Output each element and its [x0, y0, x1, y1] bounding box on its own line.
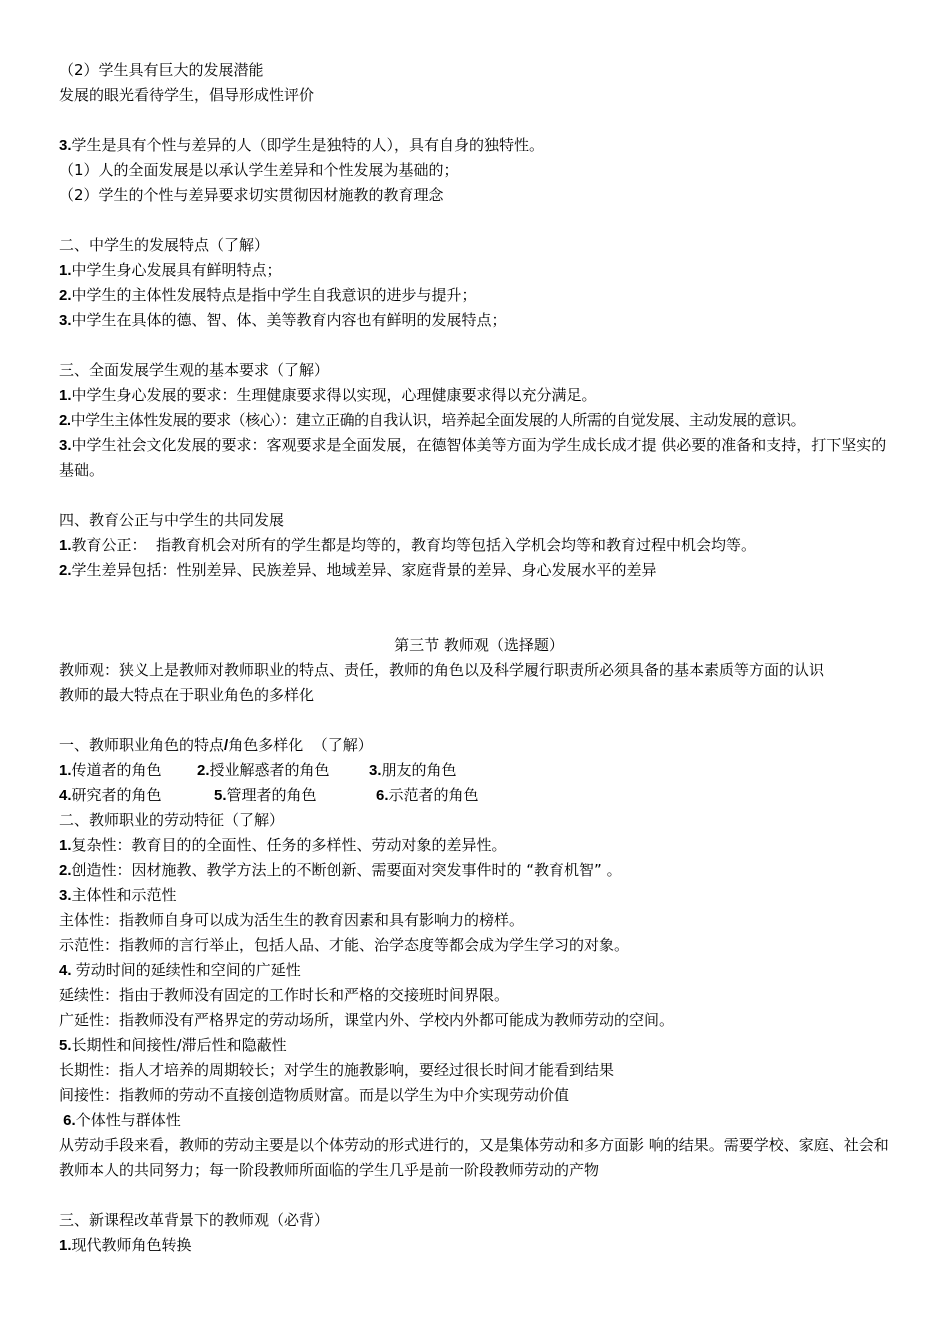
item-text: 管理者的角色 — [226, 786, 317, 804]
item-number: 4. — [59, 962, 76, 979]
item-number: 2. — [59, 287, 72, 304]
list-item — [59, 883, 899, 908]
item-number: 1. — [59, 762, 72, 779]
item-number: 2. — [197, 762, 210, 779]
item-text: 授业解惑者的角色 — [209, 761, 330, 779]
item-text: 中学生在具体的德、智、体、美等教育内容也有鲜明的发展特点； — [71, 311, 507, 329]
item-text: 学生是具有个性与差异的人（即学生是独特的人），具有自身的独特性。 — [71, 136, 545, 154]
item-number: 1. — [59, 537, 72, 554]
text-line: （1）人的全面发展是以承认学生差异和个性发展为基础的； — [59, 161, 459, 179]
item-number: 3. — [59, 887, 72, 904]
item-number: 1. — [59, 837, 72, 854]
text-line: 教师的最大特点在于职业角色的多样化 — [59, 686, 315, 704]
role-row — [59, 783, 899, 808]
item-number: 5. — [59, 1037, 72, 1054]
text-line: 主体性：指教师自身可以成为活生生的教育因素和具有影响力的榜样。 — [59, 911, 525, 929]
list-item — [59, 1033, 899, 1058]
item-text: 创造性：因材施教、教学方法上的不断创新、需要面对突发事件时的 “教育机智” 。 — [71, 861, 622, 879]
text-line: （2）学生的个性与差异要求切实贯彻因材施教的教育理念 — [59, 186, 444, 204]
text-line: （2）学生具有巨大的发展潜能 — [59, 61, 264, 79]
section-title: 第三节 教师观（选择题） — [394, 636, 564, 654]
list-item — [59, 958, 899, 983]
text-line: 发展的眼光看待学生，倡导形成性评价 — [59, 86, 315, 104]
list-item — [59, 308, 899, 333]
list-item — [59, 533, 899, 558]
item-text: 教育公正： 指教育机会对所有的学生都是均等的，教育均等包括入学机会均等和教育过程中机会均等。 — [71, 536, 757, 554]
role-row — [59, 758, 899, 783]
text-line: 教师观：狭义上是教师对教师职业的特点、责任，教师的角色以及科学履行职责所必须具备的基本素质等方面的认识 — [59, 661, 825, 679]
item-text: 中学生社会文化发展的要求：客观要求是全面发展，在德智体美等方面为学生成长成才提 供必要的准备和支持，打下坚实的基础。 — [59, 436, 887, 479]
item-number: 2. — [59, 562, 72, 579]
role-item — [59, 758, 197, 783]
item-text: 中学生身心发展的要求：生理健康要求得以实现，心理健康要求得以充分满足。 — [71, 386, 597, 404]
list-item — [59, 558, 899, 583]
heading-slash: / — [224, 737, 229, 754]
text-line: 从劳动手段来看，教师的劳动主要是以个体劳动的形式进行的，又是集体劳动和多方面影 响的结果。需要学校、家庭、社会和教师本人的共同努力；每一阶段教师所面临的学生几乎是前一阶段教师劳动的产物 — [59, 1136, 889, 1179]
list-item — [59, 833, 899, 858]
role-item — [197, 758, 369, 783]
item-text: 中学生主体性发展的要求（核心）：建立正确的自我认识，培养起全面发展的人所需的自觉发展、主动发展的意识。 — [70, 411, 806, 429]
list-item — [59, 858, 899, 883]
section-heading: 四、教育公正与中学生的共同发展 — [59, 511, 285, 529]
item-text: 劳动时间的延续性和空间的广延性 — [75, 961, 301, 979]
item-number: 3. — [59, 312, 72, 329]
role-item — [369, 758, 457, 783]
section-heading — [59, 733, 899, 758]
list-item — [59, 408, 899, 433]
item-text: 示范者的角色 — [388, 786, 479, 804]
text-line: 长期性：指人才培养的周期较长；对学生的施教影响，要经过很长时间才能看到结果 — [59, 1061, 615, 1079]
item-text: 中学生的主体性发展特点是指中学生自我意识的进步与提升； — [71, 286, 477, 304]
role-item — [59, 783, 214, 808]
text-line: 延续性：指由于教师没有固定的工作时长和严格的交接班时间界限。 — [59, 986, 510, 1004]
item-number: 2. — [59, 862, 72, 879]
list-item — [59, 1233, 899, 1258]
heading-text: 角色多样化 （了解） — [228, 736, 373, 754]
role-item — [214, 783, 376, 808]
item-number: 3. — [59, 437, 72, 454]
item-number: 6. — [376, 787, 389, 804]
section-heading: 二、中学生的发展特点（了解） — [59, 236, 270, 254]
item-number: 3. — [369, 762, 382, 779]
item-text: 复杂性：教育目的的全面性、任务的多样性、劳动对象的差异性。 — [71, 836, 507, 854]
section-heading: 三、全面发展学生观的基本要求（了解） — [59, 361, 330, 379]
text-line: 广延性：指教师没有严格界定的劳动场所，课堂内外、学校内外都可能成为教师劳动的空间。 — [59, 1011, 675, 1029]
list-item — [59, 283, 899, 308]
item-text: 中学生身心发展具有鲜明特点； — [71, 261, 282, 279]
text-line: 间接性：指教师的劳动不直接创造物质财富。而是以学生为中介实现劳动价值 — [59, 1086, 570, 1104]
item-text: 学生差异包括：性别差异、民族差异、地域差异、家庭背景的差异、身心发展水平的差异 — [71, 561, 657, 579]
item-text: 朋友的角色 — [381, 761, 457, 779]
item-number: 6. — [59, 1112, 76, 1129]
role-item — [376, 783, 479, 808]
item-text: 现代教师角色转换 — [71, 1236, 192, 1254]
section-heading: 二、教师职业的劳动特征（了解） — [59, 811, 285, 829]
item-text: 个体性与群体性 — [75, 1111, 181, 1129]
item-text: 长期性和间接性/滞后性和隐蔽性 — [71, 1036, 287, 1054]
list-item — [59, 433, 899, 483]
item-text: 研究者的角色 — [71, 786, 162, 804]
list-item — [59, 1108, 899, 1133]
item-number: 2. — [59, 412, 71, 429]
item-number: 1. — [59, 387, 72, 404]
item-number: 1. — [59, 1237, 72, 1254]
list-item — [59, 258, 899, 283]
text-line: 示范性：指教师的言行举止，包括人品、才能、治学态度等都会成为学生学习的对象。 — [59, 936, 630, 954]
section-heading: 三、新课程改革背景下的教师观（必背） — [59, 1211, 330, 1229]
item-text: 主体性和示范性 — [71, 886, 177, 904]
item-text: 传道者的角色 — [71, 761, 162, 779]
item-number: 1. — [59, 262, 72, 279]
point-heading — [59, 133, 899, 158]
item-number: 5. — [214, 787, 227, 804]
item-number: 3. — [59, 137, 72, 154]
list-item — [59, 383, 899, 408]
document-page — [59, 58, 899, 1258]
item-number: 4. — [59, 787, 72, 804]
heading-text: 一、教师职业角色的特点 — [59, 736, 225, 754]
